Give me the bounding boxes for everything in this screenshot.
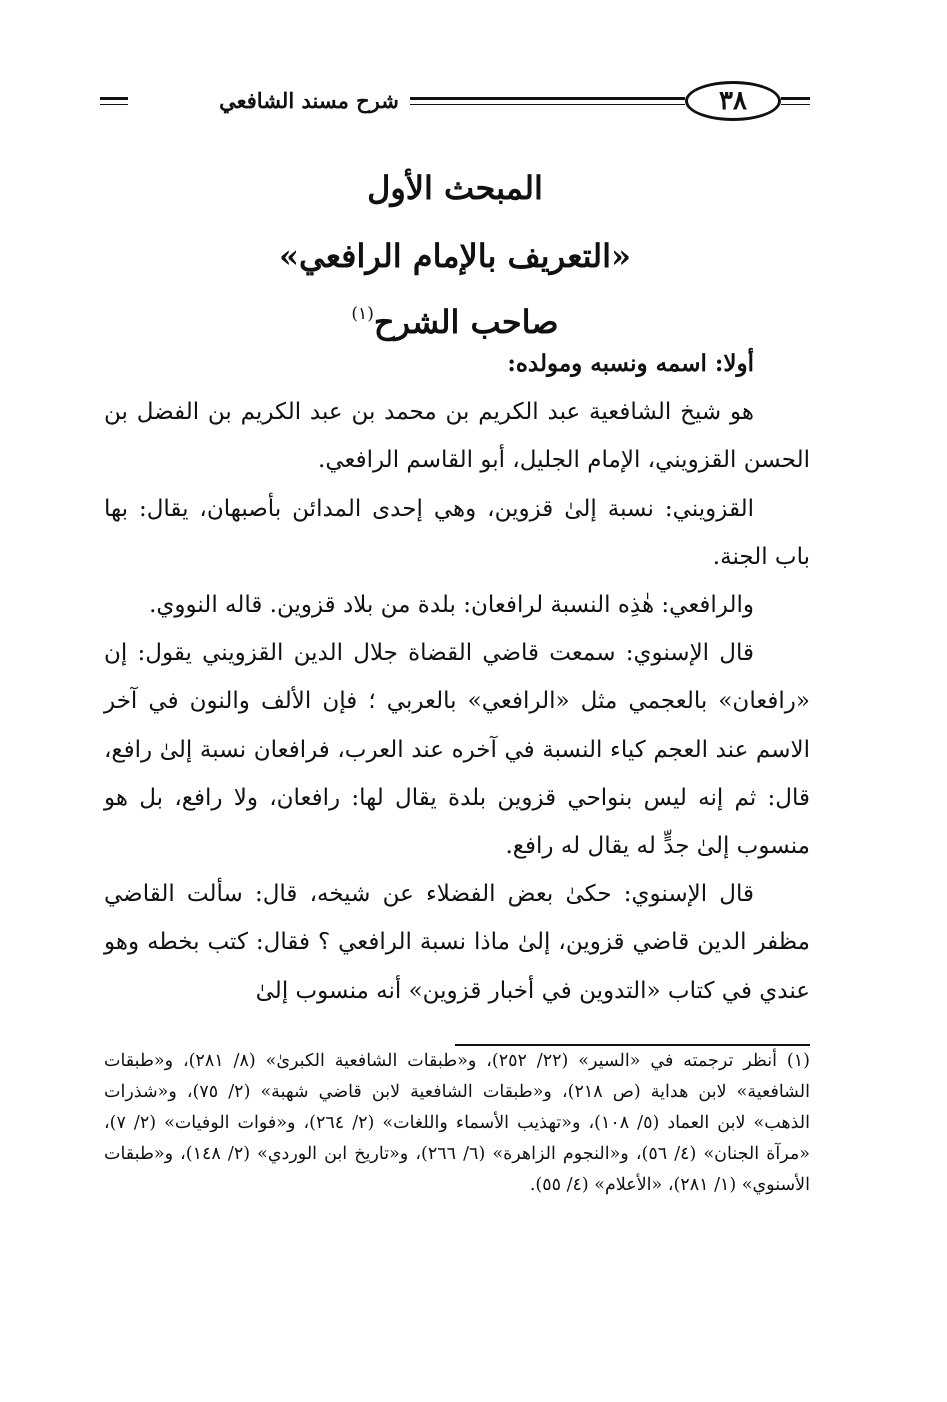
running-header [100,80,810,126]
header-rule-middle [410,97,685,100]
paragraph: والرافعي: هٰذِه النسبة لرافعان: بلدة من بلاد قزوين. قاله النووي. [149,592,754,619]
header-rule-middle-thin [410,104,685,105]
footnote-marker: (١) [351,304,374,324]
subtitle-heading [100,292,810,344]
subject-heading: «التعريف بالإمام الرافعي» [279,237,631,275]
body-text [104,340,810,1015]
book-title: شرح مسند الشافعي [219,88,399,113]
footnote: (١) أنظر ترجمته في «السير» (٢٢/ ٢٥٢)، و«طبقات الشافعية الكبرىٰ» (٨/ ٢٨١)، و«طبقات الشافعية» لابن هداية (ص ٢١٨)، و«طبقات الشافعية لابن قاضي شهبة» (٢/ ٧٥)، و«شذرات الذهب» لابن العماد (٥/ ١٠٨)، و«تهذيب الأسماء واللغات» (٢/ ٢٦٤)، و«فوات الوفيات» (٢/ ٧)، «مرآة الجنان» (٤/ ٥٦)، و«النجوم الزاهرة» (٦/ ٢٦٦)، و«تاريخ ابن الوردي» (٢/ ١٤٨)، و«طبقات الأسنوي» (١/ ٢٨١)، «الأعلام» (٤/ ٥٥). [104,1051,811,1195]
paragraph-heading: أولا: اسمه ونسبه ومولده: [507,350,754,377]
footnotes [104,1046,810,1201]
header-rule-left-thin [100,104,128,105]
paragraph: قال الإسنوي: سمعت قاضي القضاة جلال الدين القزويني يقول: إن «رافعان» بالعجمي مثل «الرافعي» بالعربي ؛ فإن الألف والنون في آخر الاسم عند العجم كياء النسبة في آخره عند العرب، فرافعان نسبة إلىٰ رافع، قال: ثم إنه ليس بنواحي قزوين بلدة يقال لها: رافعان، ولا رافع، بل هو منسوب إلىٰ جدٍّ له يقال له رافع. [104,640,810,860]
paragraph: هو شيخ الشافعية عبد الكريم بن محمد بن عبد الكريم بن الفضل بن الحسن القزويني، الإمام الجليل، أبو القاسم الرافعي. [104,399,810,474]
header-rule-right [781,97,810,100]
page-number: ٣٨ [685,81,781,121]
paragraph: قال الإسنوي: حكىٰ بعض الفضلاء عن شيخه، قال: سألت القاضي مظفر الدين قاضي قزوين، إلىٰ ماذا نسبة الرافعي ؟ فقال: كتب بخطه وهو عندي في كتاب «التدوين في أخبار قزوين» أنه منسوب إلىٰ [104,881,810,1004]
subtitle-text: صاحب الشرح [373,303,559,341]
section-heading: المبحث الأول [367,169,543,207]
header-rule-right-thin [781,104,810,105]
header-rule-left [100,97,128,100]
paragraph: القزويني: نسبة إلىٰ قزوين، وهي إحدى المدائن بأصبهان، يقال: بها باب الجنة. [104,495,810,570]
